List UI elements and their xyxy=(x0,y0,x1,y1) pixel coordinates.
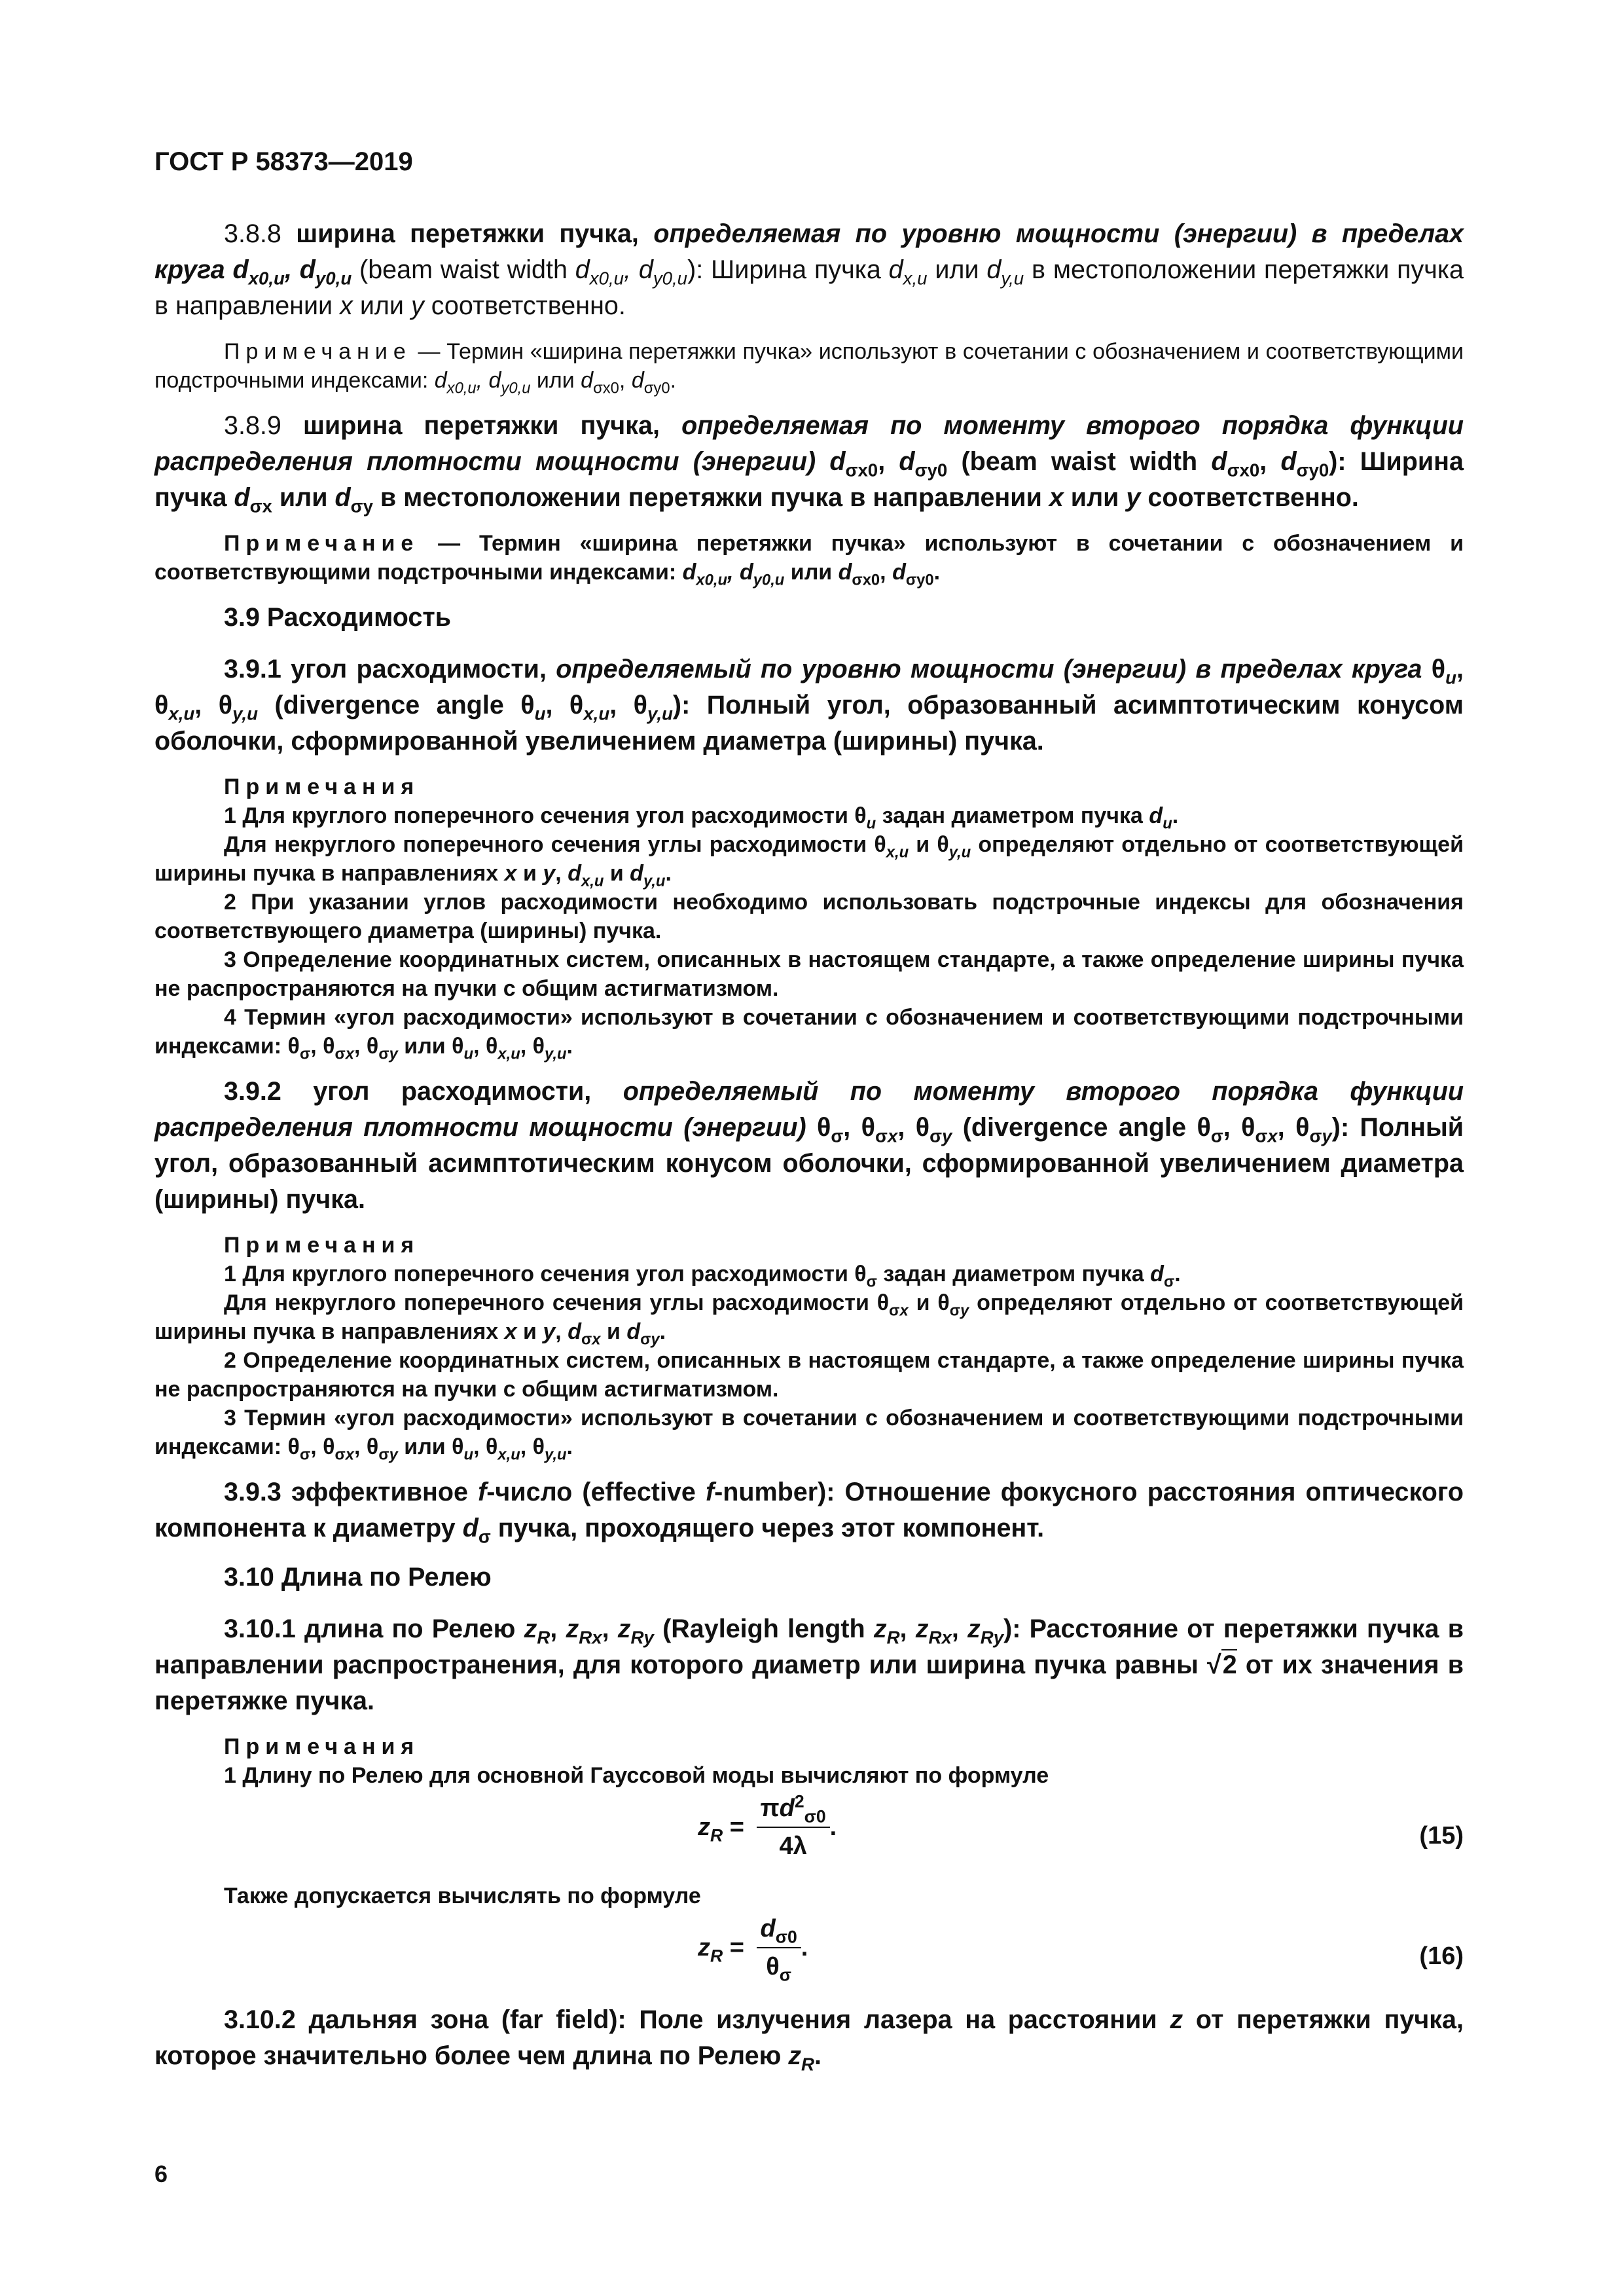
notes-heading-3-10-1: Примечания xyxy=(224,1734,420,1759)
note-3-8-8: Примечание — Термин «ширина перетяжки пучка» используют в сочетании с обозначением и соответствующими подстрочными индексами: $d_{x0,u}$, $d_{y0,u}$ или $d_{\sigma x0}$, $d_{\sigma y0}$. xyxy=(154,339,1464,397)
clause-3-10-1: 3.10.1 длина по Релею $z_R$, $z_{Rx}$, $z_{Ry}$ (Rayleigh length $z_R$, $z_{Rx}$, $z_{Ry}$): Расстояние от перетяжки пучка в направлении распространения, для которого диаметр или ширина пучка равны √2 от их значения в перетяжке пучка. xyxy=(154,1614,1464,1715)
clause-3-9-3: 3.9.3 эффективное f-число (effective f-number): Отношение фокусного расстояния оптического компонента к диаметру $d_\sigma$ пучка, проходящего через этот компонент. xyxy=(154,1478,1464,1547)
equation-number-16: (16) xyxy=(1419,1942,1464,1970)
section-3-9-heading: 3.9 Расходимость xyxy=(224,603,451,632)
formula-15 xyxy=(154,1790,1464,1882)
note-3-9-1-2: 2 При указании углов расходимости необходимо использовать подстрочные индексы для обозначения соответствующего диаметра (ширины) пучка. xyxy=(154,890,1464,943)
standard-header: ГОСТ Р 58373—2019 xyxy=(154,147,413,176)
formula-16 xyxy=(154,1910,1464,2002)
notes-heading-3-9-2: Примечания xyxy=(224,1233,420,1258)
note-3-10-1-also: Также допускается вычислять по формуле xyxy=(224,1884,701,1908)
clause-3-8-8: 3.8.8 ширина перетяжки пучка, определяемая по уровню мощности (энергии) в пределах круга $d_{x0,u}$, $d_{y0,u}$ (beam waist width $d_{x0,u}$, $d_{y0,u}$): Ширина пучка $d_{x,u}$ или $d_{y,u}$ в местоположении перетяжки пучка в направлении x или y соответственно. xyxy=(154,219,1464,320)
clause-3-9-2: 3.9.2 угол расходимости, определяемый по моменту второго порядка функции распределения плотности мощности (энергии) $\theta_\sigma$, $\theta_{\sigma x}$, $\theta_{\sigma y}$ (divergence angle $\theta_\sigma$, $\theta_{\sigma x}$, $\theta_{\sigma y}$): Полный угол, образованный асимптотическим конусом оболочки, сформированной увеличением диаметра (ширины) пучка. xyxy=(154,1077,1464,1214)
clause-3-8-9: 3.8.9 ширина перетяжки пучка, определяемая по моменту второго порядка функции распределения плотности мощности (энергии) $d_{\sigma x0}$, $d_{\sigma y0}$ (beam waist width $d_{\sigma x0}$, $d_{\sigma y0}$): Ширина пучка $d_{\sigma x}$ или $d_{\sigma y}$ в местоположении перетяжки пучка в направлении x или y соответственно. xyxy=(154,411,1464,517)
note-3-9-2-2: 2 Определение координатных систем, описанных в настоящем стандарте, а также определение ширины пучка не распространяются на пучки с общим астигматизмом. xyxy=(154,1348,1464,1402)
page-number: 6 xyxy=(154,2160,168,2187)
notes-heading-3-9-1: Примечания xyxy=(224,774,420,799)
note-3-9-1-4: 4 Термин «угол расходимости» используют в сочетании с обозначением и соответствующими подстрочными индексами: $\theta_\sigma$, $\theta_{\sigma x}$, $\theta_{\sigma y}$ или $\theta_u$, $\theta_{x,u}$, $\theta_{y,u}$. xyxy=(154,1005,1464,1063)
clause-3-10-2: 3.10.2 дальняя зона (far field): Поле излучения лазера на расстоянии z от перетяжки пучка, которое значительно более чем длина по Релею $z_R$. xyxy=(154,2005,1464,2075)
equation-number-15: (15) xyxy=(1419,1822,1464,1850)
note-3-9-2-3: 3 Термин «угол расходимости» используют в сочетании с обозначением и соответствующими подстрочными индексами: $\theta_\sigma$, $\theta_{\sigma x}$, $\theta_{\sigma y}$ или $\theta_u$, $\theta_{x,u}$, $\theta_{y,u}$. xyxy=(154,1406,1464,1464)
note-3-9-2-1: 1 Для круглого поперечного сечения угол расходимости $\theta_\sigma$ задан диаметром пучка $d_\sigma$. xyxy=(224,1262,1181,1291)
note-3-9-1-1: 1 Для круглого поперечного сечения угол расходимости $\theta_u$ задан диаметром пучка $d_u$. xyxy=(224,803,1179,833)
formula-15-body: $z_R$ = $\frac{\pi d^2_{\sigma 0}}{4\lambda}$ . xyxy=(698,1790,837,1865)
note-3-9-1-1b: Для некруглого поперечного сечения углы расходимости $\theta_{x,u}$ и $\theta_{y,u}$ определяют отдельно от соответствующей ширины пучка в направлениях x и y, $d_{x,u}$ и $d_{y,u}$. xyxy=(154,832,1464,890)
clause-3-9-1: 3.9.1 угол расходимости, определяемый по уровню мощности (энергии) в пределах круга $\theta_u$, $\theta_{x,u}$, $\theta_{y,u}$ (divergence angle $\theta_u$, $\theta_{x,u}$, $\theta_{y,u}$): Полный угол, образованный асимптотическим конусом оболочки, сформированной увеличением диаметра (ширины) пучка. xyxy=(154,655,1464,756)
note-3-8-9: Примечание — Термин «ширина перетяжки пучка» используют в сочетании с обозначением и соответствующими подстрочными индексами: $d_{x0,u}$, $d_{y0,u}$ или $d_{\sigma x0}$, $d_{\sigma y0}$. xyxy=(154,531,1464,589)
formula-16-body: $z_R$ = $\frac{d_{\sigma 0}}{\theta_\sigma}$ . xyxy=(698,1910,808,1985)
note-3-10-1-1: 1 Длину по Релею для основной Гауссовой моды вычисляют по формуле xyxy=(224,1763,1049,1788)
note-3-9-1-3: 3 Определение координатных систем, описанных в настоящем стандарте, а также определение ширины пучка не распространяются на пучки с общим астигматизмом. xyxy=(154,947,1464,1001)
section-3-10-heading: 3.10 Длина по Релею xyxy=(224,1563,492,1592)
note-3-9-2-1b: Для некруглого поперечного сечения углы расходимости $\theta_{\sigma x}$ и $\theta_{\sigma y}$ определяют отдельно от соответствующей ширины пучка в направлениях x и y, $d_{\sigma x}$ и $d_{\sigma y}$. xyxy=(154,1290,1464,1349)
page-content xyxy=(154,216,1464,2087)
